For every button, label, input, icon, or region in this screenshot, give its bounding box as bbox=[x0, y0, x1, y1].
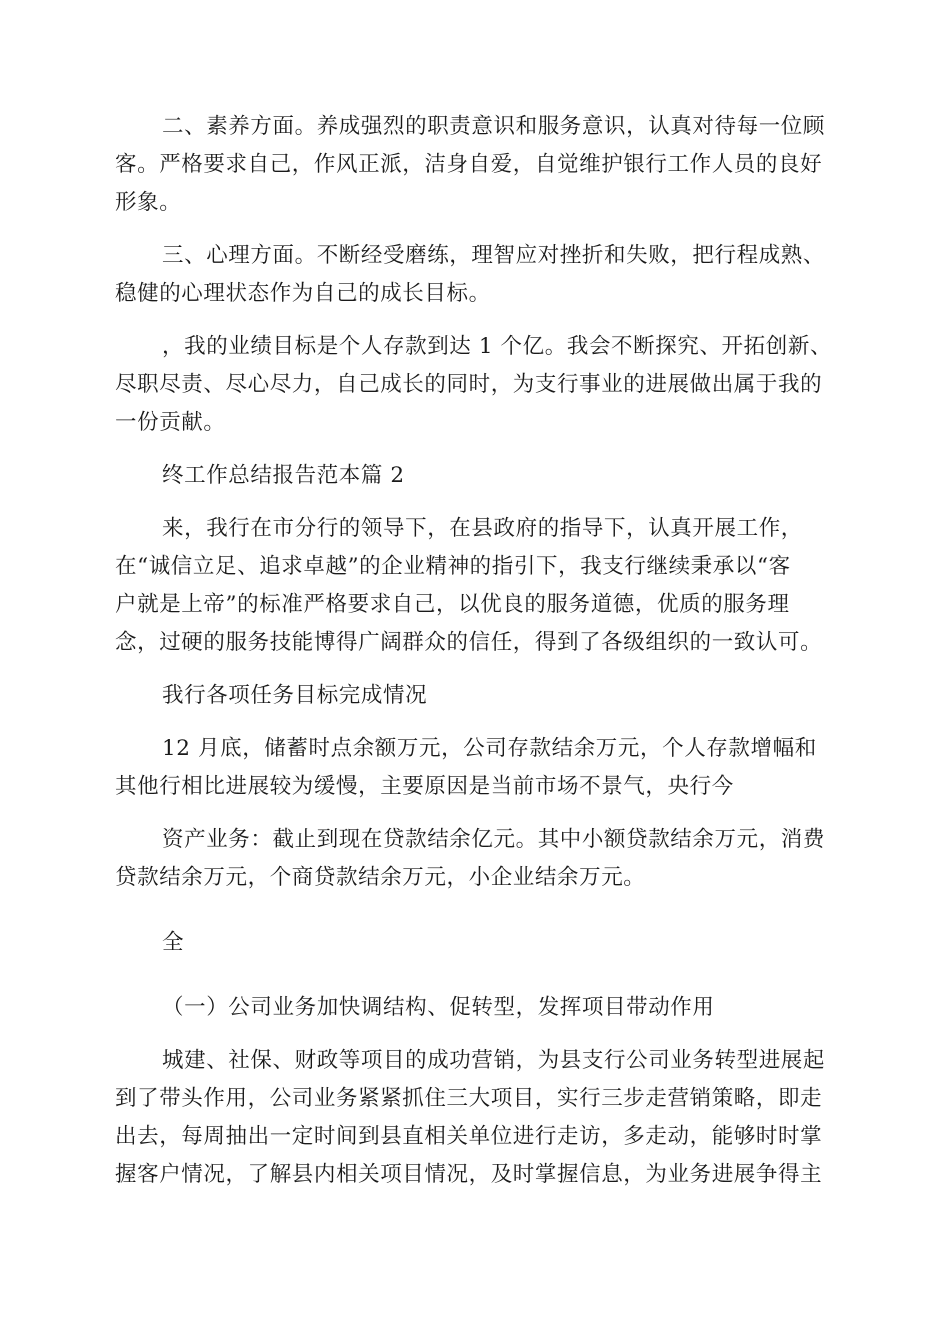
text-line: 来，我行在市分行的领导下，在县政府的指导下，认真开展工作， bbox=[162, 516, 803, 541]
subheading-task-completion bbox=[115, 677, 835, 715]
paragraph-psychology bbox=[115, 237, 835, 313]
text-line: 稳健的心理状态作为自己的成长目标。 bbox=[115, 281, 491, 306]
paragraph-project-marketing bbox=[115, 1042, 835, 1194]
spacer bbox=[115, 977, 835, 989]
text-line: 终工作总结报告范本篇 2 bbox=[162, 463, 405, 488]
paragraph-asset-business bbox=[115, 821, 835, 897]
text-line: 形象。 bbox=[115, 190, 182, 215]
text-line: 其他行相比进展较为缓慢，主要原因是当前市场不景气，央行今 bbox=[115, 774, 734, 799]
section-heading bbox=[115, 457, 835, 495]
text-line: 一份贡献。 bbox=[115, 410, 226, 435]
text-line: 贷款结余万元，个商贷款结余万元，小企业结余万元。 bbox=[115, 865, 646, 890]
paragraph-introduction bbox=[115, 510, 835, 662]
text-line: （一）公司业务加快调结构、促转型，发挥项目带动作用 bbox=[162, 995, 715, 1020]
text-line: 全 bbox=[162, 930, 185, 955]
subheading-corporate-business bbox=[115, 989, 835, 1027]
document-page bbox=[115, 108, 835, 1209]
text-line: 资产业务：截止到现在贷款结余亿元。其中小额贷款结余万元，消费 bbox=[162, 827, 826, 852]
text-line: 户就是上帝”的标准严格要求自己，以优良的服务道德，优质的服务理 bbox=[115, 592, 790, 617]
text-line: 握客户情况，了解县内相关项目情况，及时掌握信息，为业务进展争得主 bbox=[115, 1162, 823, 1187]
paragraph-deposits bbox=[115, 730, 835, 806]
paragraph-single-char bbox=[115, 924, 835, 962]
text-line: 客。严格要求自己，作风正派，洁身自爱，自觉维护银行工作人员的良好 bbox=[115, 152, 823, 177]
paragraph-literacy bbox=[115, 108, 835, 222]
text-line: 尽职尽责、尽心尽力，自己成长的同时，为支行事业的进展做出属于我的 bbox=[115, 372, 823, 397]
text-line: 念，过硬的服务技能博得广阔群众的信任，得到了各级组织的一致认可。 bbox=[115, 630, 823, 655]
text-line: 我行各项任务目标完成情况 bbox=[162, 683, 428, 708]
text-line: 城建、社保、财政等项目的成功营销，为县支行公司业务转型进展起 bbox=[162, 1048, 826, 1073]
text-line: 出去，每周抽出一定时间到县直相关单位进行走访，多走动，能够时时掌 bbox=[115, 1124, 823, 1149]
text-line: 三、心理方面。不断经受磨练，理智应对挫折和失败，把行程成熟、 bbox=[162, 243, 826, 268]
spacer bbox=[115, 912, 835, 924]
text-line: 二、素养方面。养成强烈的职责意识和服务意识，认真对待每一位顾 bbox=[162, 114, 826, 139]
text-line: 在“诚信立足、追求卓越”的企业精神的指引下，我支行继续秉承以“客 bbox=[115, 554, 791, 579]
text-line: 到了带头作用，公司业务紧紧抓住三大项目，实行三步走营销策略，即走 bbox=[115, 1086, 823, 1111]
text-line: ，我的业绩目标是个人存款到达 1 个亿。我会不断探究、开拓创新、 bbox=[162, 334, 833, 359]
paragraph-performance-goal bbox=[115, 328, 835, 442]
text-line: 12 月底，储蓄时点余额万元，公司存款结余万元，个人存款增幅和 bbox=[162, 736, 817, 761]
